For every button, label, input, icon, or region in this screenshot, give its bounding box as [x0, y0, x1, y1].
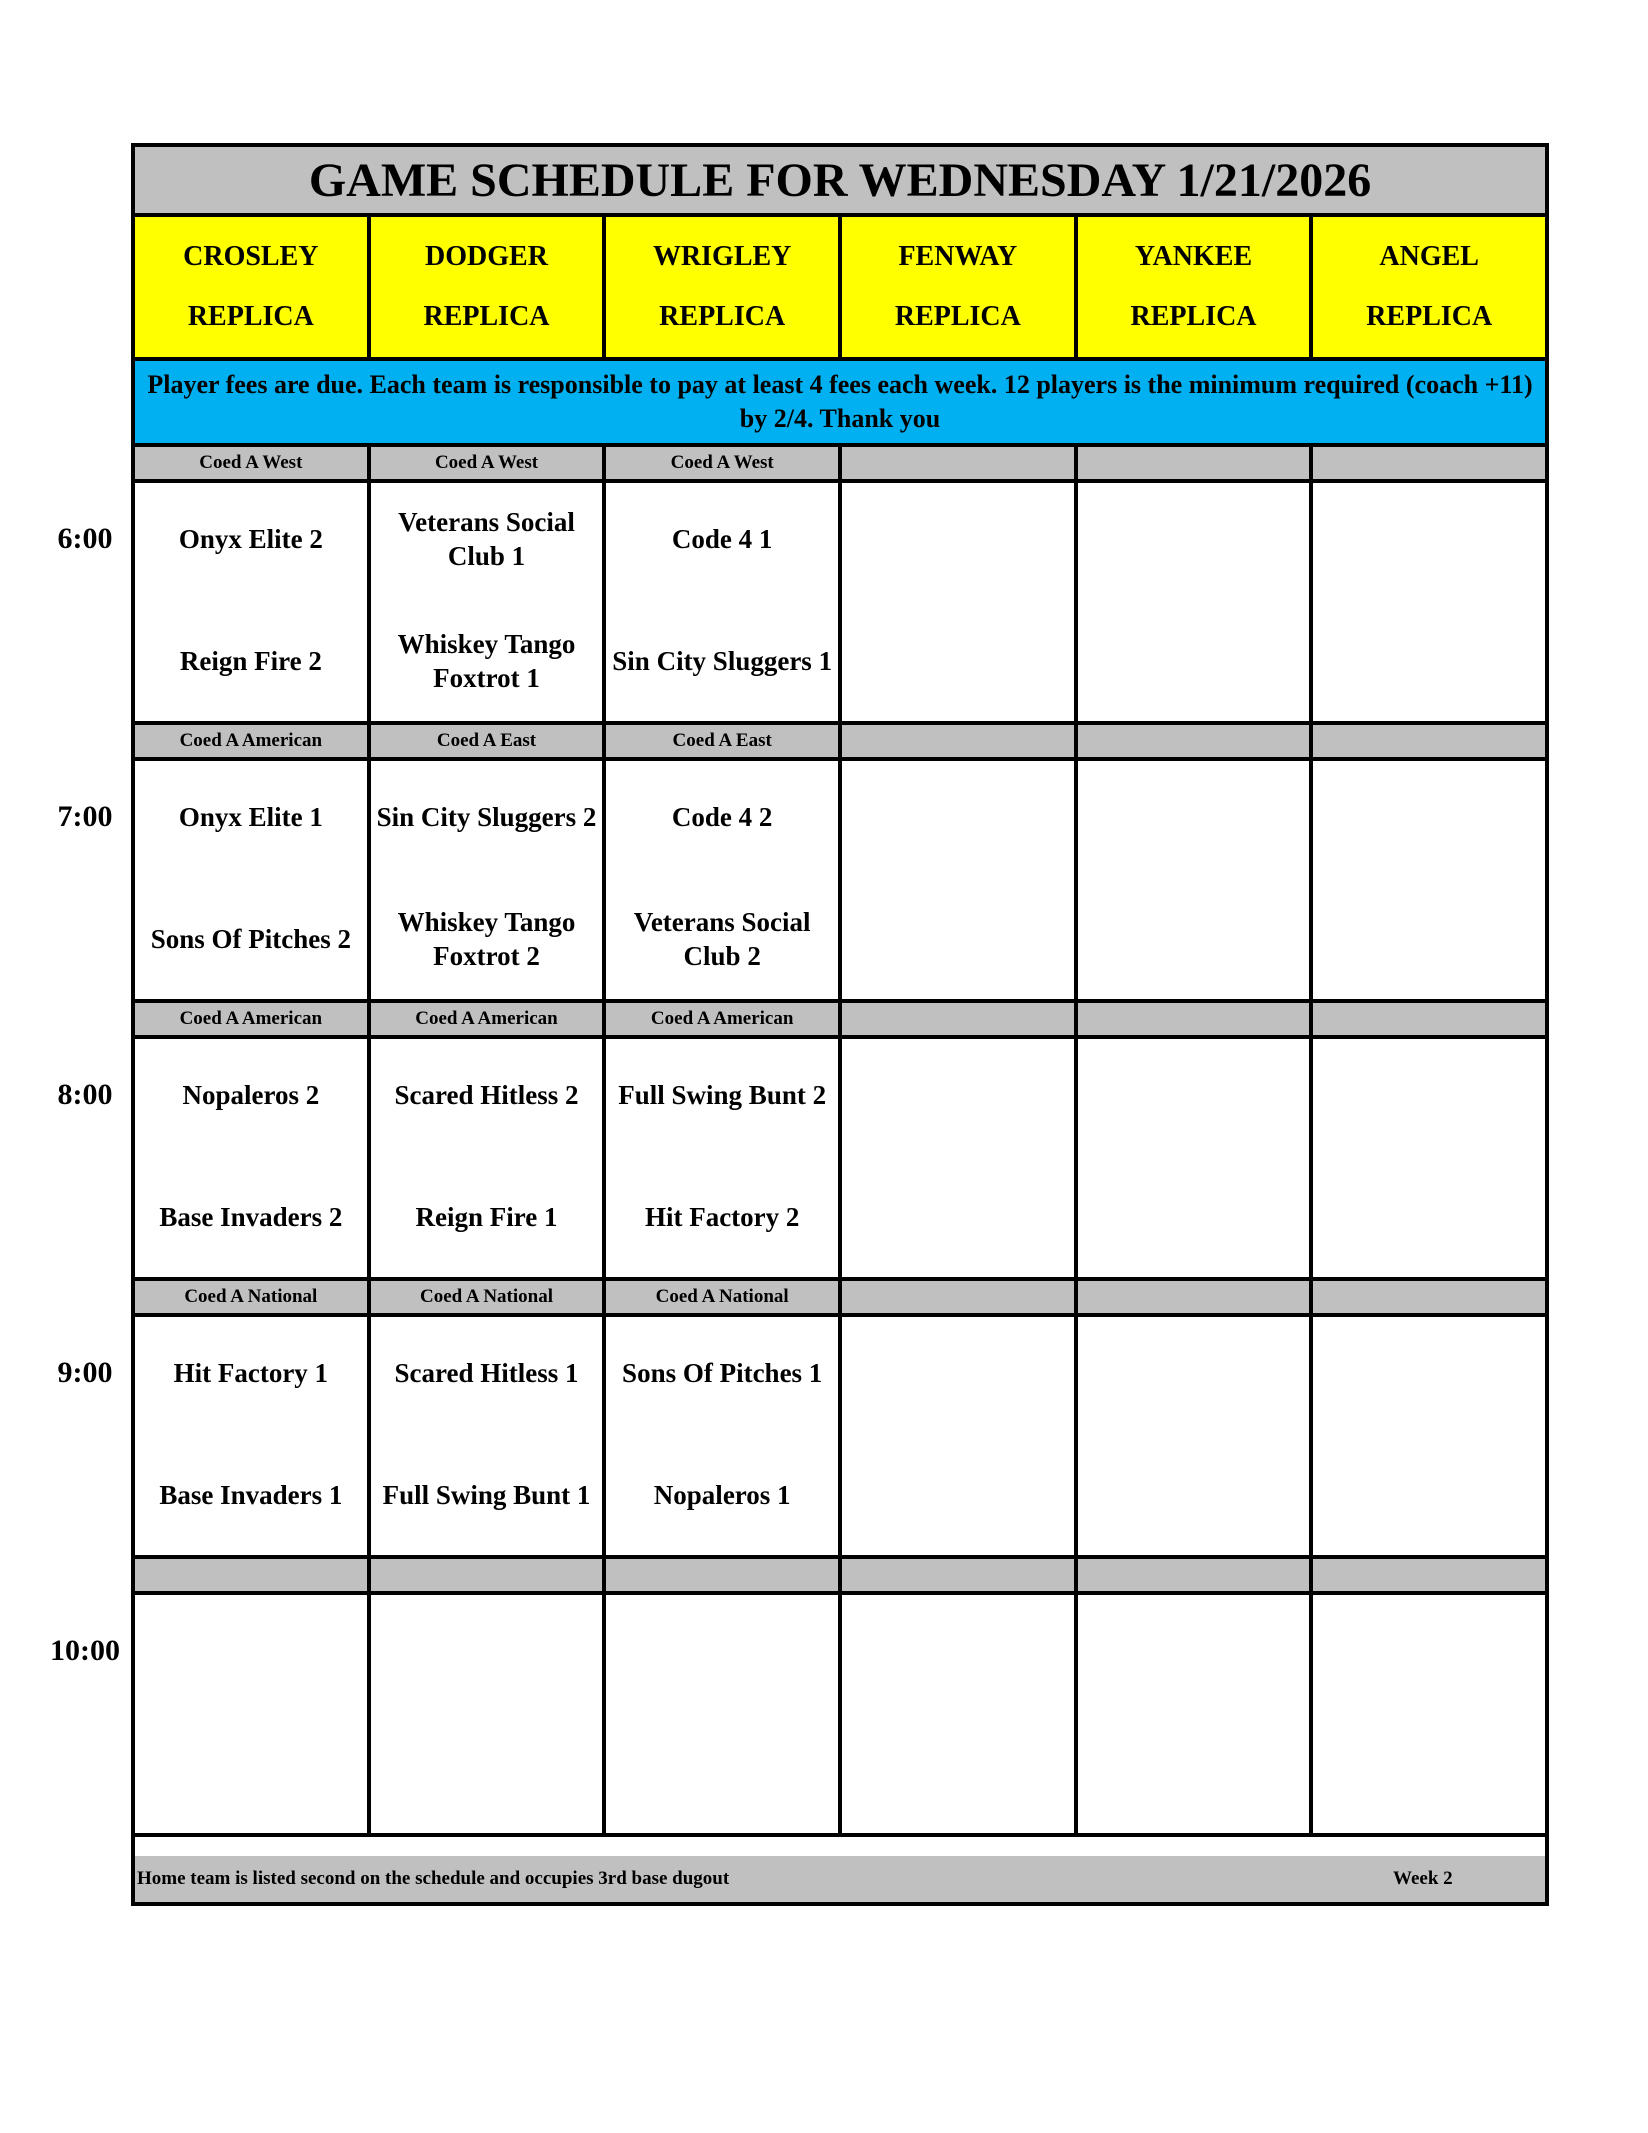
field-header-wrigley — [606, 217, 842, 361]
footer-bar — [135, 1856, 1545, 1902]
division-label — [842, 447, 1078, 479]
division-label: Coed A National — [135, 1281, 371, 1313]
home-team: Reign Fire 2 — [179, 646, 322, 676]
field-subtitle: REPLICA — [1366, 301, 1493, 332]
division-label: Coed A National — [371, 1281, 607, 1313]
home-team: Veterans Social Club 2 — [633, 907, 811, 971]
fee-notice: Player fees are due. Each team is responsible to pay at least 4 fees each week. 12 players is the minimum required (coach +11) by 2/4. Thank you — [135, 361, 1545, 447]
division-label — [842, 1559, 1078, 1591]
game-cell — [371, 1317, 607, 1555]
game-cell — [371, 761, 607, 999]
division-label: Coed A East — [371, 725, 607, 757]
field-subtitle: REPLICA — [1130, 301, 1257, 332]
division-label — [1078, 725, 1314, 757]
game-row — [135, 1039, 1545, 1281]
game-cell — [371, 1039, 607, 1277]
field-header-crosley — [135, 217, 371, 361]
home-team: Whiskey Tango Foxtrot 2 — [397, 907, 576, 971]
home-team: Base Invaders 2 — [159, 1202, 343, 1232]
game-cell — [135, 1317, 371, 1555]
division-label — [1313, 725, 1545, 757]
game-cell — [842, 1595, 1078, 1833]
game-cell — [135, 1595, 371, 1833]
division-label — [1313, 447, 1545, 479]
game-cell — [1313, 1595, 1545, 1833]
division-label: Coed A National — [606, 1281, 842, 1313]
division-row — [135, 725, 1545, 761]
division-label — [1078, 1559, 1314, 1591]
game-cell — [842, 1039, 1078, 1277]
division-label: Coed A American — [371, 1003, 607, 1035]
away-team: Scared Hitless 2 — [394, 1080, 579, 1110]
home-team: Hit Factory 2 — [644, 1202, 800, 1232]
game-cell — [1078, 1317, 1314, 1555]
division-label — [135, 1559, 371, 1591]
home-team: Sons Of Pitches 2 — [150, 924, 351, 954]
game-cell — [606, 1039, 842, 1277]
game-row — [135, 1317, 1545, 1559]
game-cell — [842, 1317, 1078, 1555]
away-team: Veterans Social Club 1 — [398, 507, 575, 571]
division-label — [1078, 1003, 1314, 1035]
division-row — [135, 1281, 1545, 1317]
field-subtitle: REPLICA — [894, 301, 1021, 332]
away-team: Scared Hitless 1 — [394, 1358, 579, 1388]
time-label: 7:00 — [57, 800, 113, 833]
game-cell — [606, 761, 842, 999]
field-subtitle: REPLICA — [187, 301, 314, 332]
field-header-fenway — [842, 217, 1078, 361]
division-label: Coed A American — [606, 1003, 842, 1035]
game-cell — [1313, 761, 1545, 999]
game-cell — [1313, 1317, 1545, 1555]
division-label: Coed A East — [606, 725, 842, 757]
away-team: Onyx Elite 1 — [178, 802, 323, 832]
away-team: Sin City Sluggers 2 — [376, 802, 597, 832]
game-row — [135, 761, 1545, 1003]
division-label: Coed A West — [371, 447, 607, 479]
game-cell — [842, 761, 1078, 999]
division-row — [135, 1559, 1545, 1595]
division-row — [135, 447, 1545, 483]
away-team: Nopaleros 2 — [182, 1080, 320, 1110]
game-cell — [135, 761, 371, 999]
division-label — [1078, 447, 1314, 479]
game-row — [135, 483, 1545, 725]
division-label — [842, 725, 1078, 757]
field-subtitle: REPLICA — [659, 301, 786, 332]
game-cell — [1078, 1039, 1314, 1277]
field-subtitle: REPLICA — [423, 301, 550, 332]
field-header-dodger — [371, 217, 607, 361]
game-cell — [1078, 1595, 1314, 1833]
footer-note: Home team is listed second on the schedule and occupies 3rd base dugout — [137, 1868, 730, 1889]
game-cell — [1078, 761, 1314, 999]
away-team: Sons Of Pitches 1 — [622, 1358, 823, 1388]
away-team: Code 4 2 — [671, 802, 773, 832]
field-name: FENWAY — [898, 241, 1018, 272]
field-name: DODGER — [425, 241, 548, 272]
division-label: Coed A American — [135, 725, 371, 757]
game-cell — [842, 483, 1078, 721]
division-label — [842, 1281, 1078, 1313]
division-label: Coed A American — [135, 1003, 371, 1035]
field-name: ANGEL — [1379, 241, 1479, 272]
field-header-yankee — [1078, 217, 1314, 361]
away-team: Full Swing Bunt 2 — [618, 1080, 827, 1110]
home-team: Base Invaders 1 — [159, 1480, 343, 1510]
division-label: Coed A West — [606, 447, 842, 479]
game-cell — [1078, 483, 1314, 721]
game-cell — [371, 483, 607, 721]
game-cell — [1313, 483, 1545, 721]
division-label — [1313, 1559, 1545, 1591]
time-label: 9:00 — [57, 1356, 113, 1389]
game-cell — [135, 483, 371, 721]
division-row — [135, 1003, 1545, 1039]
division-label — [606, 1559, 842, 1591]
division-label — [842, 1003, 1078, 1035]
week-label: Week 2 — [1393, 1868, 1453, 1889]
home-team: Nopaleros 1 — [653, 1480, 791, 1510]
time-label: 8:00 — [57, 1078, 113, 1111]
division-label — [1078, 1281, 1314, 1313]
page-title: GAME SCHEDULE FOR WEDNESDAY 1/21/2026 — [135, 147, 1545, 217]
time-label: 6:00 — [57, 522, 113, 555]
field-header-angel — [1313, 217, 1545, 361]
game-cell — [606, 1317, 842, 1555]
division-label — [1313, 1281, 1545, 1313]
game-row — [135, 1595, 1545, 1837]
schedule-sheet — [131, 143, 1549, 1906]
field-name: CROSLEY — [183, 241, 319, 272]
game-cell — [1313, 1039, 1545, 1277]
home-team: Full Swing Bunt 1 — [382, 1480, 591, 1510]
game-cell — [135, 1039, 371, 1277]
home-team: Whiskey Tango Foxtrot 1 — [397, 629, 576, 693]
field-header-row — [135, 217, 1545, 361]
away-team: Onyx Elite 2 — [178, 524, 323, 554]
away-team: Hit Factory 1 — [173, 1358, 329, 1388]
division-label — [1313, 1003, 1545, 1035]
home-team: Sin City Sluggers 1 — [612, 646, 833, 676]
home-team: Reign Fire 1 — [415, 1202, 558, 1232]
time-label: 10:00 — [50, 1634, 120, 1667]
field-name: YANKEE — [1134, 241, 1253, 272]
game-cell — [606, 483, 842, 721]
game-cell — [371, 1595, 607, 1833]
field-name: WRIGLEY — [652, 241, 792, 272]
game-cell — [606, 1595, 842, 1833]
division-label: Coed A West — [135, 447, 371, 479]
division-label — [371, 1559, 607, 1591]
away-team: Code 4 1 — [671, 524, 773, 554]
